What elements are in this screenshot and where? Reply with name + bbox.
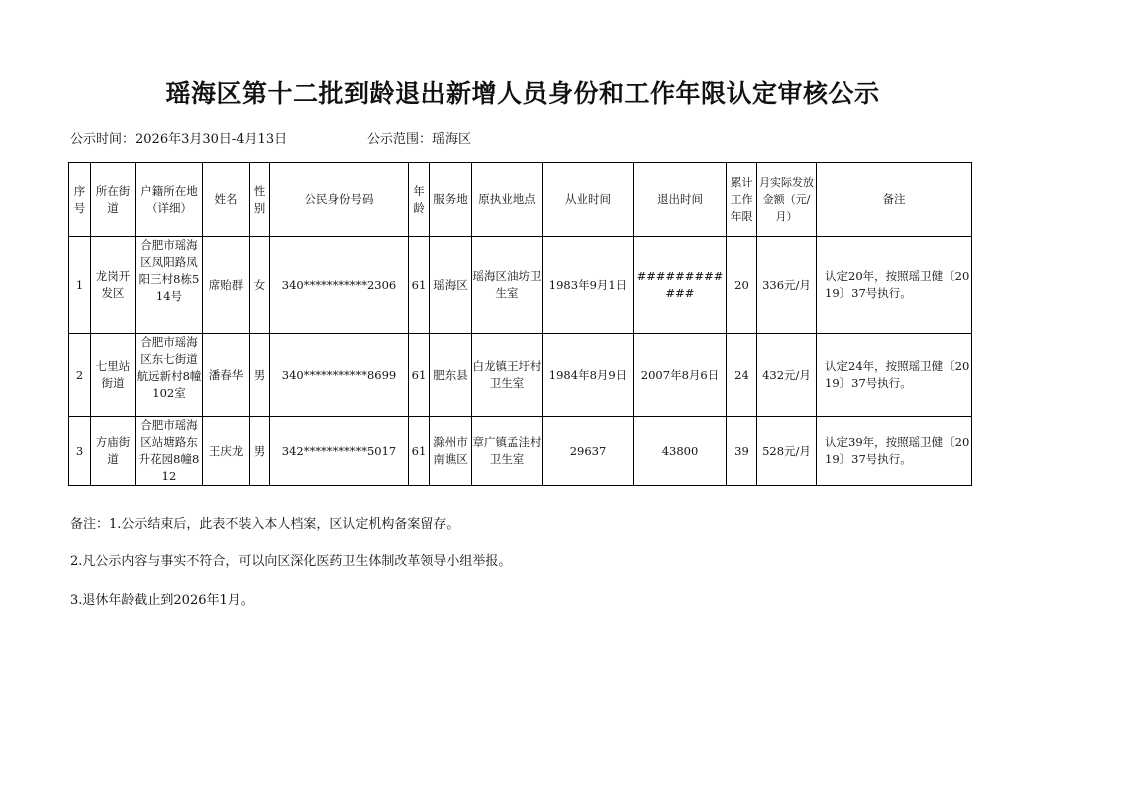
- cell-gender: 男: [250, 417, 270, 486]
- header-years: 累计工作年限: [727, 163, 757, 237]
- cell-id: 340***********8699: [270, 334, 409, 417]
- table-row: [69, 237, 972, 334]
- cell-remark: 认定39年，按照瑶卫健〔2019〕37号执行。: [817, 417, 972, 486]
- cell-household-text: 合肥市瑶海区东七街道航远新村8幢102室: [136, 335, 202, 400]
- cell-age: 61: [409, 417, 430, 486]
- cell-service-place: 瑶海区: [430, 237, 472, 334]
- cell-start: 29637: [543, 417, 634, 486]
- page-title: 瑶海区第十二批到龄退出新增人员身份和工作年限认定审核公示: [165, 79, 880, 108]
- header-exit: 退出时间: [634, 163, 727, 237]
- header-amount: 月实际发放金额（元/月）: [757, 163, 817, 237]
- cell-household: [136, 417, 203, 486]
- header-start: 从业时间: [543, 163, 634, 237]
- cell-practice-place: 白龙镇王圩村卫生室: [472, 334, 543, 417]
- cell-name: 席贻群: [203, 237, 250, 334]
- header-name: 姓名: [203, 163, 250, 237]
- cell-id: 342***********5017: [270, 417, 409, 486]
- cell-exit: 43800: [634, 417, 727, 486]
- cell-practice-place: 瑶海区油坊卫生室: [472, 237, 543, 334]
- cell-remark: 认定20年，按照瑶卫健〔2019〕37号执行。: [817, 237, 972, 334]
- cell-household: [136, 237, 203, 334]
- cell-household-text: 合肥市瑶海区凤阳路凤阳三村8栋514号: [138, 238, 200, 303]
- cell-street: 七里站街道: [91, 334, 136, 417]
- cell-name: 王庆龙: [203, 417, 250, 486]
- publicity-scope: 公示范围：瑶海区: [367, 132, 472, 147]
- header-household: 户籍所在地（详细）: [136, 163, 203, 237]
- header-age: 年龄: [409, 163, 430, 237]
- cell-service-place: 肥东县: [430, 334, 472, 417]
- header-gender: 性别: [250, 163, 270, 237]
- cell-years: 20: [727, 237, 757, 334]
- cell-amount: 432元/月: [757, 334, 817, 417]
- table-header-row: [69, 163, 972, 237]
- cell-start: 1983年9月1日: [543, 237, 634, 334]
- cell-age: 61: [409, 237, 430, 334]
- cell-age: 61: [409, 334, 430, 417]
- cell-practice-place: 章广镇孟洼村卫生室: [472, 417, 543, 486]
- header-practice-place: 原执业地点: [472, 163, 543, 237]
- cell-id: 340***********2306: [270, 237, 409, 334]
- personnel-table: [68, 162, 972, 486]
- header-service-place: 服务地: [430, 163, 472, 237]
- cell-exit: ############: [634, 237, 727, 334]
- note-line-3: 3.退休年龄截止到2026年1月。: [70, 593, 254, 608]
- publicity-period: 公示时间：2026年3月30日-4月13日: [70, 132, 288, 147]
- table-row: [69, 334, 972, 417]
- cell-remark: 认定24年，按照瑶卫健〔2019〕37号执行。: [817, 334, 972, 417]
- cell-street: 方庙街道: [91, 417, 136, 486]
- cell-street: 龙岗开发区: [91, 237, 136, 334]
- cell-household: [136, 334, 203, 417]
- header-seq: 序号: [69, 163, 91, 237]
- cell-amount: 528元/月: [757, 417, 817, 486]
- cell-seq: 2: [69, 334, 91, 417]
- cell-years: 24: [727, 334, 757, 417]
- table-row: [69, 417, 972, 486]
- cell-service-place: 滁州市南谯区: [430, 417, 472, 486]
- header-remark: 备注: [817, 163, 972, 237]
- cell-gender: 男: [250, 334, 270, 417]
- cell-seq: 1: [69, 237, 91, 334]
- note-line-2: 2.凡公示内容与事实不符合，可以向区深化医药卫生体制改革领导小组举报。: [70, 554, 512, 569]
- cell-exit: 2007年8月6日: [634, 334, 727, 417]
- cell-name: 潘春华: [203, 334, 250, 417]
- cell-gender: 女: [250, 237, 270, 334]
- cell-seq: 3: [69, 417, 91, 486]
- cell-years: 39: [727, 417, 757, 486]
- cell-household-text: 合肥市瑶海区站塘路东升花园8幢812: [138, 418, 200, 483]
- cell-start: 1984年8月9日: [543, 334, 634, 417]
- note-line-1: 备注：1.公示结束后，此表不装入本人档案，区认定机构备案留存。: [70, 517, 460, 532]
- cell-amount: 336元/月: [757, 237, 817, 334]
- header-id: 公民身份号码: [270, 163, 409, 237]
- header-street: 所在街道: [91, 163, 136, 237]
